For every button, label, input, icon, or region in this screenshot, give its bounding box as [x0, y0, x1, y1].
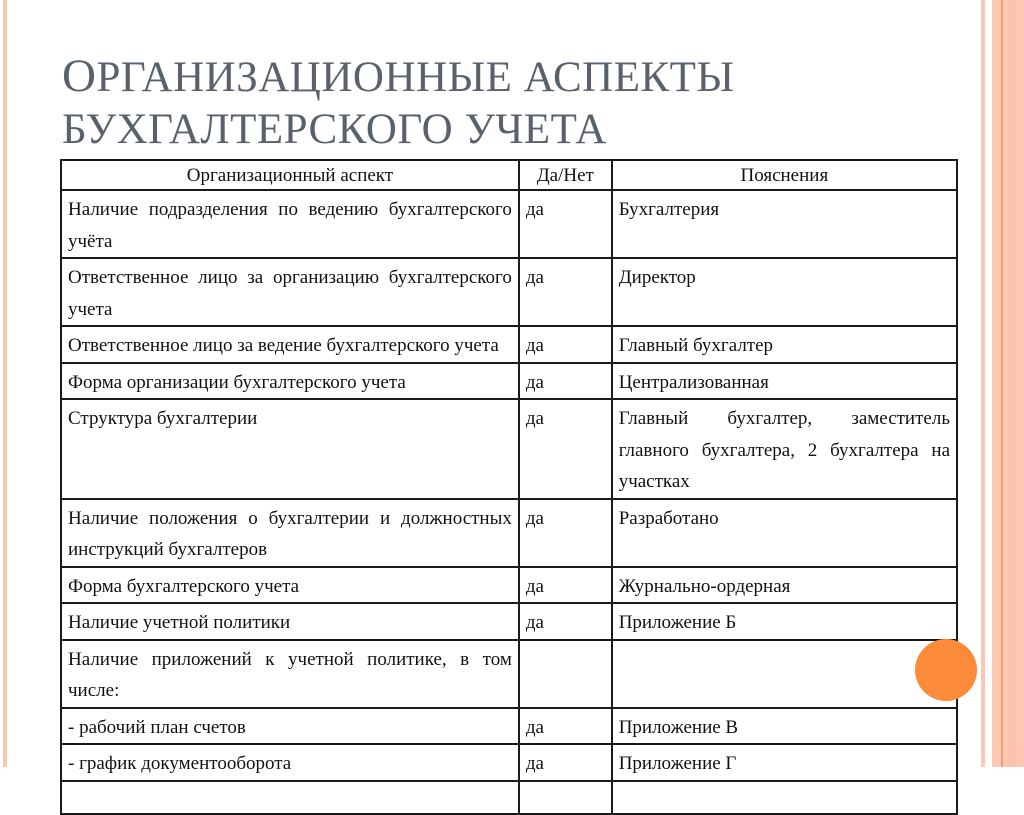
table-row — [61, 258, 957, 326]
cell-note: Разработано — [612, 499, 957, 567]
cell-note: Журнально-ордерная — [612, 567, 957, 604]
cell-aspect: - рабочий план счетов — [61, 708, 519, 745]
table-row — [61, 603, 957, 640]
cell-note: Бухгалтерия — [612, 190, 957, 258]
right-decor-band-shade — [1008, 0, 1016, 767]
cell-note: Приложение Г — [612, 744, 957, 781]
table-row — [61, 567, 957, 604]
cell-yes-no: да — [519, 744, 612, 781]
cell-yes-no: да — [519, 363, 612, 400]
cell-aspect — [61, 781, 519, 814]
cell-aspect: Ответственное лицо за организацию бухгалтерского учета — [61, 258, 519, 326]
cell-note: Централизованная — [612, 363, 957, 400]
cell-yes-no: да — [519, 190, 612, 258]
header-aspect: Организационный аспект — [61, 160, 519, 190]
table-row — [61, 326, 957, 363]
table-header-row — [61, 160, 957, 190]
cell-yes-no — [519, 781, 612, 814]
slide-title — [62, 50, 734, 156]
left-decor-stripe — [3, 0, 7, 767]
header-notes: Пояснения — [612, 160, 957, 190]
decor-circle — [915, 639, 977, 701]
table-row-cutoff — [61, 781, 957, 814]
header-yes-no: Да/Нет — [519, 160, 612, 190]
cell-note: Директор — [612, 258, 957, 326]
table-row — [61, 708, 957, 745]
cell-note: Приложение В — [612, 708, 957, 745]
cell-yes-no: да — [519, 499, 612, 567]
cell-yes-no — [519, 640, 612, 708]
cell-yes-no: да — [519, 708, 612, 745]
title-line-1: ОРГАНИЗАЦИОННЫЕ АСПЕКТЫ — [62, 50, 735, 102]
cell-aspect: Ответственное лицо за ведение бухгалтерского учета — [61, 326, 519, 363]
right-decor-band-inner — [1001, 0, 1003, 767]
cell-aspect: Форма бухгалтерского учета — [61, 567, 519, 604]
table-row — [61, 363, 957, 400]
cell-aspect: Наличие приложений к учетной политике, в том числе: — [61, 640, 519, 708]
cell-aspect: Наличие учетной политики — [61, 603, 519, 640]
cell-note: Главный бухгалтер — [612, 326, 957, 363]
org-aspects-table — [60, 159, 958, 815]
cell-note — [612, 781, 957, 814]
right-decor-stripe-thin — [981, 0, 985, 767]
cell-aspect: Наличие подразделения по ведению бухгалтерского учёта — [61, 190, 519, 258]
table-row — [61, 640, 957, 708]
cell-aspect: Наличие положения о бухгалтерии и должностных инструкций бухгалтеров — [61, 499, 519, 567]
cell-yes-no: да — [519, 399, 612, 499]
cell-aspect: Структура бухгалтерии — [61, 399, 519, 499]
cell-yes-no: да — [519, 567, 612, 604]
cell-yes-no: да — [519, 326, 612, 363]
cell-note: Главный бухгалтер, заместитель главного бухгалтера, 2 бухгалтера на участках — [612, 399, 957, 499]
table-row — [61, 190, 957, 258]
table-row — [61, 399, 957, 499]
cell-yes-no: да — [519, 258, 612, 326]
cell-yes-no: да — [519, 603, 612, 640]
title-line-2: БУХГАЛТЕРСКОГО УЧЕТА — [62, 106, 607, 153]
cell-note — [612, 640, 957, 708]
table-row — [61, 499, 957, 567]
cell-aspect: - график документооборота — [61, 744, 519, 781]
cell-aspect: Форма организации бухгалтерского учета — [61, 363, 519, 400]
cell-note: Приложение Б — [612, 603, 957, 640]
table-row — [61, 744, 957, 781]
